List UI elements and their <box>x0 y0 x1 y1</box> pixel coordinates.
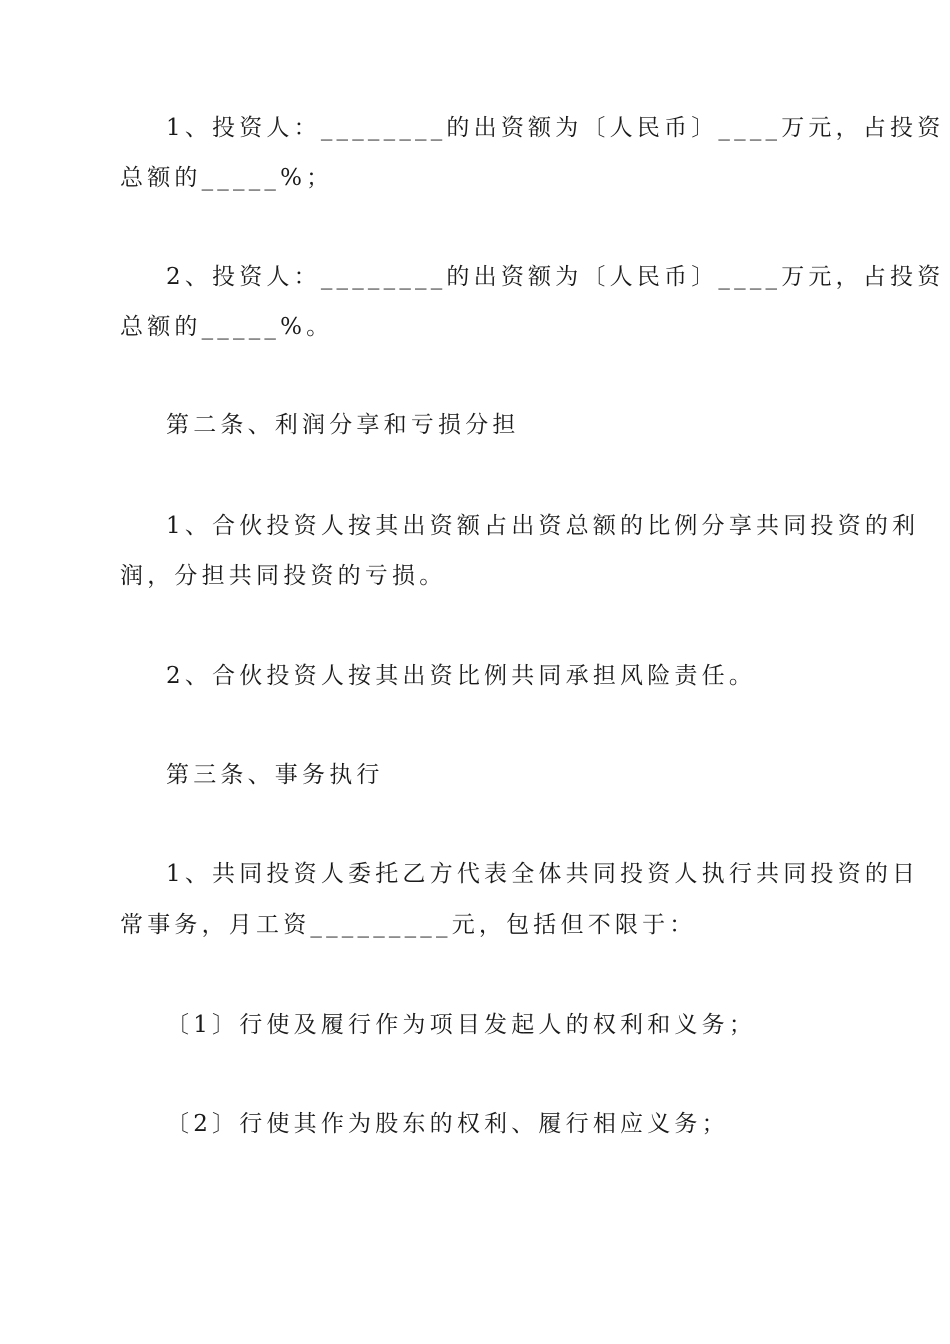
article-3-item-1-line-2: 常事务，月工资_________元，包括但不限于： <box>120 912 697 938</box>
article-3-heading: 第三条、事务执行 <box>166 762 384 788</box>
investor-2-line-2: 总额的_____%。 <box>120 314 334 340</box>
investor-1-line-1: 1、投资人：________的出资额为〔人民币〕____万元，占投资 <box>166 115 945 141</box>
investor-2-line-1: 2、投资人：________的出资额为〔人民币〕____万元，占投资 <box>166 264 945 290</box>
article-2-heading: 第二条、利润分享和亏损分担 <box>166 412 520 438</box>
investor-1-line-2: 总额的_____%； <box>120 165 334 191</box>
article-3-subitem-2: 〔2〕行使其作为股东的权利、履行相应义务； <box>166 1111 729 1137</box>
article-2-item-1-line-1: 1、合伙投资人按其出资额占出资总额的比例分享共同投资的利 <box>166 513 920 539</box>
article-3-subitem-1: 〔1〕行使及履行作为项目发起人的权利和义务； <box>166 1012 757 1038</box>
article-2-item-2: 2、合伙投资人按其出资比例共同承担风险责任。 <box>166 663 757 689</box>
article-3-item-1-line-1: 1、共同投资人委托乙方代表全体共同投资人执行共同投资的日 <box>166 861 920 887</box>
article-2-item-1-line-2: 润，分担共同投资的亏损。 <box>120 563 447 589</box>
